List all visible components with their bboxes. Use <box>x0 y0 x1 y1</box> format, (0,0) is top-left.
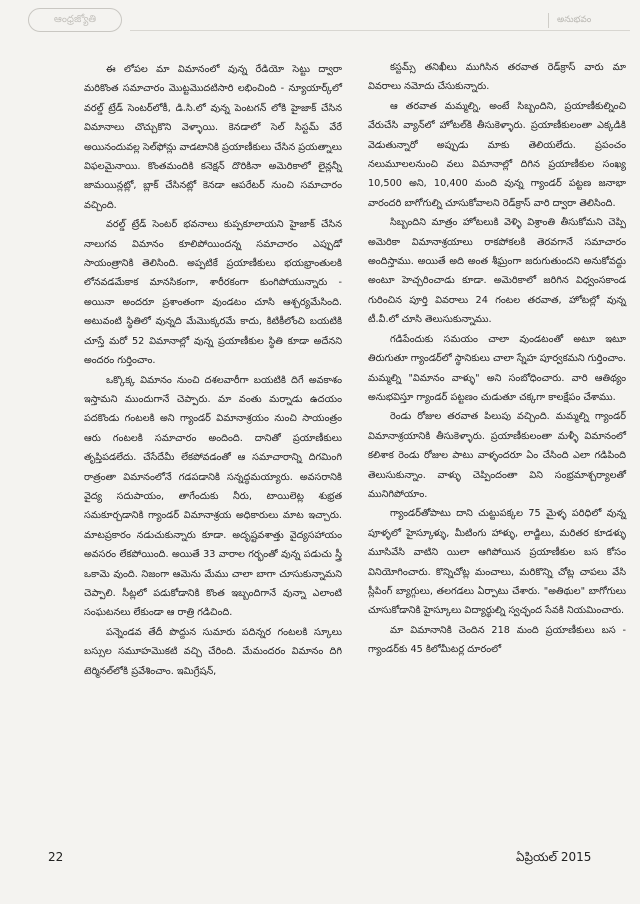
paragraph: రెండు రోజుల తరవాత పిలుపు వచ్చింది. మమ్మల్ని గ్యాండర్ విమానాశ్రయానికి తీసుకెళ్ళారు. ప్రయాణీకులంతా మళ్ళీ విమానంలో కలిశాక రెండు రోజుల పాటు వాళ్ళందరూ ఏం చేసింది ఎలా గడిపింది తెలుసుకున్నాం. వాళ్ళు చెప్పిందంతా విని సంభ్రమాశ్చర్యాలతో మునిగిపోయాం. <box>368 411 626 500</box>
paragraph: గ్యాండర్‌తోపాటు దాని చుట్టుపక్కల 75 మైళ్ళ పరిధిలో వున్న పూళ్ళలో హైస్కూళ్ళు, మీటింగు హాళ్ళు, లాడ్జిలు, మరితర కూడళ్ళు మూసివేసి వాటిని యిలా ఆగిపోయిన ప్రయాణీకుల బస కోసం వినియోగించారు. కొన్నిచోట్ల మంచాలు, మరికొన్ని చోట్ల చాపలు వేసి స్లీపింగ్ బ్యాగ్గులు, తలగడలు ఏర్పాటు చేశారు. "అతిథుల" బాగోగులు చూసుకోడానికి హైస్కూలు విద్యార్థుల్ని స్వచ్ఛంద సేవకి నియమించారు. <box>368 508 626 617</box>
paragraph: పన్నెండవ తేదీ పొద్దున సుమారు పదిన్నర గంటలకి స్కూలు బస్సుల సమూహమొకటి వచ్చి చేరింది. మేమందరం విమానం దిగి టెర్మినల్‌లోకి ప్రవేశించాం. ఇమిగ్రేషన్, <box>84 626 342 677</box>
paragraph: వరల్డ్ ట్రేడ్ సెంటర్ భవనాలు కుప్పకూలాయని హైజాక్ చేసిన నాలుగవ విమానం కూలిపోయిందన్న సమాచారం ఎప్పుడో సాయంత్రానికి తెలిసింది. అప్పటికే ప్రయాణీకులు భయభ్రాంతులకి లోనవడమేకాక మానసికంగా, శారీరకంగా కుంగిపోయున్నారు - అయినా అందరూ ప్రశాంతంగా వుండటం చూసి ఆశ్చర్యమేసింది. అటువంటి స్థితిలో వున్నది మేమొక్కరమే కాదు, కిటికీలోంచి బయటికి చూస్తే మరో 52 విమానాల్లో వున్న ప్రయాణీకుల స్థితి కూడా అదేనని అందరం గుర్తించాం. <box>84 219 342 367</box>
paragraph: సిబ్బందిని మాత్రం హోటలుకి వెళ్ళి విశ్రాంతి తీసుకోమని చెప్పి అమెరికా విమానాశ్రయాలు రాకపోకలకి తెరవగానే సమాచారం అందిస్తాము. అయితే అది అంత శీఘ్రంగా జరుగుతుందని అనుకోవద్దు అంటూ హెచ్చరించాడు కూడా. అమెరికాలో జరిగిన విధ్వంసకాండ గురించిన పూర్తి వివరాలు 24 గంటల తరవాత, హోటల్లో వున్న టీ.వీ.లో చూసి తెలుసుకున్నాము. <box>368 217 626 326</box>
right-column <box>368 58 626 660</box>
issue-date: ఏప్రియల్ 2015 <box>516 850 592 864</box>
paragraph: ఈ లోపల మా విమానంలో వున్న రేడియో సెట్టు ద్వారా మరికొంత సమాచారం మొట్టమొదటిసారి లభించింది - న్యూయార్క్‌లో వరల్డ్ ట్రేడ్ సెంటర్‌లోకీ, డి.సి.లో వున్న పెంటగన్ లోకి హైజాక్ చేసిన విమానాలు చొచ్చుకొని వెళ్ళాయి. కెనడాలో సెల్ సిస్టమ్ వేరే అయినందువల్ల సెల్‌ఫోన్లు వాడటానికి ప్రయాణీకులు చేసిన ప్రయత్నాలు విఫలమైనాయి. కొంతమందికి కనెక్షన్ దొరికినా అమెరికాలో లైన్లన్నీ జామయిన్లట్లో, బ్లాక్ చేసినట్లో కెనడా ఆపరేటర్ నుంచి సమాచారం వచ్చింది. <box>84 64 342 211</box>
header-divider <box>130 30 630 31</box>
paragraph: ఒక్కొక్క విమానం నుంచి దశలవారీగా బయటికి దిగే అవకాశం ఇస్తామని ముందుగానే చెప్పారు. మా వంతు మర్నాడు ఉదయం పదకొండు గంటలకి అని గ్యాండర్ విమానాశ్రయం నుంచి సాయంత్రం ఆరు గంటలకి సమాచారం అందింది. దానితో ప్రయాణీకులు తృప్తిపడలేదు. చేసేదేమీ లేకపోవడంతో ఆ సమాచారాన్ని దిగమింగి రాత్రంతా విమానంలోనే గడపడానికి సన్నద్ధమయ్యారు. అవసరానికి వైద్య సదుపాయం, తాగేందుకు నీరు, టాయిలెట్ల శుభ్రత సమకూర్చడానికి గ్యాండర్ విమానాశ్రయ అధికారులు మాట ఇచ్చారు. మాటప్రకారం నడుచుకున్నారు కూడా. అదృష్టవశాత్తు వైద్యసహాయం అవసరం లేకపోయింది. అయితే 33 వారాల గర్భంతో వున్న పడుచు స్త్రీ ఒకామె వుంది. నిజంగా ఆమెను మేము చాలా బాగా చూసుకున్నామని చెప్పాలి. సీట్లలో పడుకోడానికి కొంత ఇబ్బందిగానే వున్నా ఎలాంటి సంఘటనలు లేకుండా ఆ రాత్రి గడిచింది. <box>84 374 342 619</box>
section-label: అనుభవం <box>548 13 631 28</box>
paragraph: గడిపేందుకు సమయం చాలా వుండటంతో అటూ ఇటూ తిరుగుతూ గ్యాండర్‌లో స్థానికులు చాలా స్నేహ పూర్వకమని గుర్తించాం. మమ్మల్ని "విమానం వాళ్ళు" అని సంబోధించారు. వారి ఆతిథ్యం అనుభవిస్తూ గ్యాండర్ పట్టణం చుడుతూ చక్కగా కాలక్షేపం చేశాము. <box>368 333 626 403</box>
paragraph: కస్టమ్స్ తనిఖీలు ముగిసిన తరవాత రెడ్‌క్రాస్ వారు మా వివరాలు నమోదు చేసుకున్నారు. <box>368 62 626 93</box>
left-column <box>84 60 342 681</box>
page-number: 22 <box>48 850 64 864</box>
paragraph: మా విమానానికి చెందిన 218 మంది ప్రయాణీకులు బస - గ్యాండర్‌కు 45 కిలోమీటర్ల దూరంలో <box>368 624 626 656</box>
paragraph: ఆ తరవాత మమ్మల్ని, అంటే సిబ్బందిని, ప్రయాణీకుల్నించి వేరుచేసి వ్యాన్‌లో హోటల్‌కి తీసుకెళ్ళారు. ప్రయాణీకులంతా ఎక్కడికి వెడుతున్నారో అప్పుడు మాకు తెలియలేదు. ప్రపంచం నలుమూలలనుంచి వలు విమానాల్లో దిగిన ప్రయాణీకుల సంఖ్య 10,500 అని, 10,400 మంది వున్న గ్యాండర్ పట్టణ జనాభా వారందరి బాగోగుల్ని చూసుకోవాలని రెడ్‌క్రాస్ వారి ద్వారా తెలిసింది. <box>368 100 626 209</box>
magazine-logo: ఆంధ్రజ్యోతి <box>28 8 122 32</box>
